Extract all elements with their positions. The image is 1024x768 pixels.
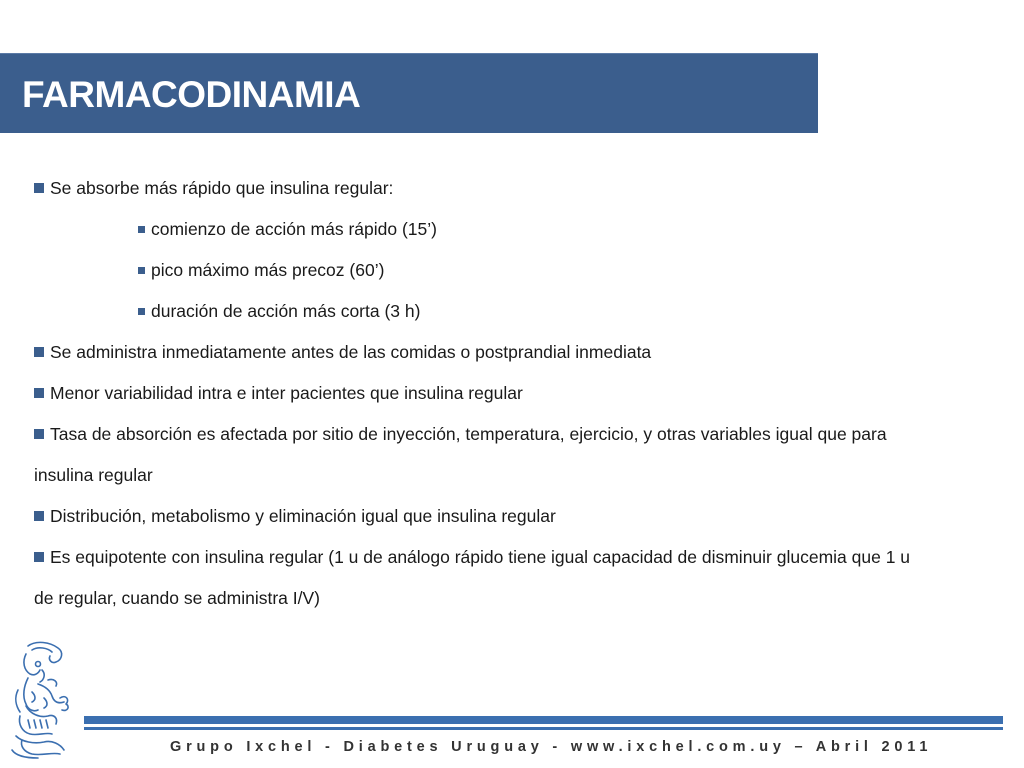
square-bullet-icon xyxy=(138,226,145,233)
bullet-list xyxy=(34,168,994,619)
square-bullet-icon xyxy=(34,429,44,439)
list-item xyxy=(34,332,994,373)
list-item xyxy=(34,537,994,578)
square-bullet-icon xyxy=(34,183,44,193)
list-item-text: Es equipotente con insulina regular (1 u de análogo rápido tiene igual capacidad de disminuir glucemia que 1 u xyxy=(50,547,911,567)
square-bullet-icon xyxy=(34,511,44,521)
list-item-text: pico máximo más precoz (60’) xyxy=(151,260,385,280)
square-bullet-icon xyxy=(138,267,145,274)
list-item xyxy=(34,373,994,414)
list-item xyxy=(34,168,994,209)
list-item-text: Se absorbe más rápido que insulina regular: xyxy=(50,178,394,198)
list-item xyxy=(34,414,994,455)
list-item-text: comienzo de acción más rápido (15’) xyxy=(151,219,437,239)
footer-divider xyxy=(84,716,1003,724)
list-item xyxy=(34,250,994,291)
list-item xyxy=(34,496,994,537)
footer-divider xyxy=(84,727,1003,730)
list-item-text: de regular, cuando se administra I/V) xyxy=(34,588,320,608)
list-item-text: duración de acción más corta (3 h) xyxy=(151,301,421,321)
list-item-text: Se administra inmediatamente antes de las comidas o postprandial inmediata xyxy=(50,342,652,362)
mayan-figure-logo-icon xyxy=(8,640,78,760)
square-bullet-icon xyxy=(34,552,44,562)
list-item-continuation xyxy=(34,455,994,496)
list-item xyxy=(34,209,994,250)
square-bullet-icon xyxy=(34,347,44,357)
slide-title: FARMACODINAMIA xyxy=(22,74,361,115)
list-item-text: Distribución, metabolismo y eliminación igual que insulina regular xyxy=(50,506,556,526)
list-item-text: insulina regular xyxy=(34,465,153,485)
list-item xyxy=(34,291,994,332)
list-item-continuation xyxy=(34,578,994,619)
square-bullet-icon xyxy=(34,388,44,398)
list-item-text: Tasa de absorción es afectada por sitio de inyección, temperatura, ejercicio, y otras variables igual que para xyxy=(50,424,887,444)
list-item-text: Menor variabilidad intra e inter pacientes que insulina regular xyxy=(50,383,523,403)
square-bullet-icon xyxy=(138,308,145,315)
footer-text: Grupo Ixchel - Diabetes Uruguay - www.ixchel.com.uy – Abril 2011 xyxy=(170,739,933,755)
